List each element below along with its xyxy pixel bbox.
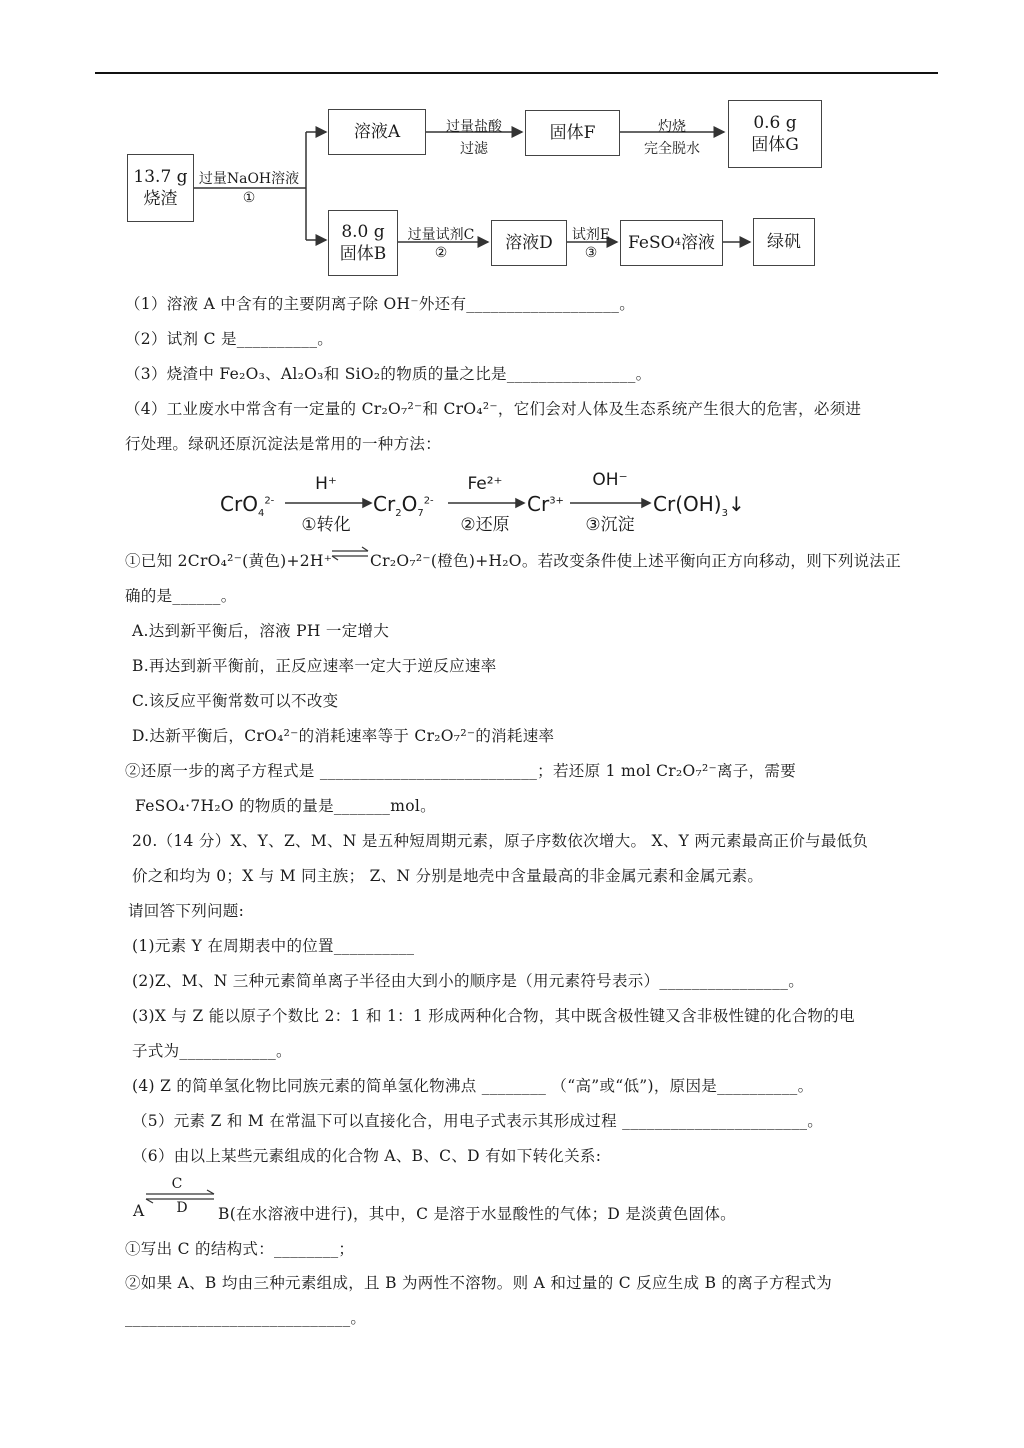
q20-line2: 价之和均为 0；X 与 M 同主族； Z、N 分别是地壳中含量最高的非金属元素和金属元素。 [132,867,764,885]
box-solution-a: 溶液A [328,109,426,155]
scheme-arrow1-bot: ①转化 [301,515,351,535]
sub1-line1-left: ①已知 2CrO₄²⁻(黄色)+2H⁺ [125,552,333,570]
conv-tail: B(在水溶液中进行)，其中，C 是溶于水显酸性的气体；D 是淡黄色固体。 [218,1205,736,1223]
cr3-text: Cr [527,492,550,516]
q20-part3-line1: (3)X 与 Z 能以原子个数比 2：1 和 1：1 形成两种化合物，其中既含极性键又含非极性键的化合物的电 [132,1007,855,1025]
reagent-c-top-label: 过量试剂C [407,227,475,243]
sub2-line2: FeSO₄·7H₂O 的物质的量是_______mol。 [135,797,436,815]
scheme-arrow1-top: H⁺ [315,474,337,494]
q20-line1: 20.（14 分）X、Y、Z、M、N 是五种短周期元素，原子序数依次增大。 X、Y 两元素最高正价与最低负 [132,832,869,850]
q19-part1: （1）溶液 A 中含有的主要阴离子除 OH⁻外还有___________________。 [125,295,635,313]
feso4-b: 溶液 [680,233,715,253]
sub1-line2: 确的是______。 [125,587,237,605]
conv-d-label: D [176,1200,188,1216]
burn-bot-label: 完全脱水 [644,141,700,157]
conv-a-label: A [133,1202,145,1220]
b-name: 固体B [339,244,387,264]
box-solution-d: 溶液D [491,220,567,266]
feso4-a: FeSO [628,233,675,253]
reagent-e-num-label: ③ [584,245,598,261]
q19-part4-line2: 行处理。绿矾还原沉淀法是常用的一种方法： [125,435,442,453]
croh3-text: Cr(OH) [653,492,722,516]
cro4-sub: 4 [257,508,265,519]
hcl-bot-label: 过滤 [460,141,488,157]
cro4-sup: 2- [264,495,275,507]
q20-part3-line2: 子式为____________。 [132,1042,292,1060]
option-a: A.达到新平衡后，溶液 PH 一定增大 [132,622,390,640]
hcl-top-label: 过量盐酸 [446,119,502,135]
cr2o7-cr: Cr [373,492,396,516]
croh3-sub: 3 [721,508,728,519]
start-name: 烧渣 [143,189,178,209]
q20-sub2-line2: ____________________________。 [125,1309,367,1327]
cro4-text: CrO [220,492,258,516]
cr2o7-sub2: 7 [417,508,424,519]
cr2o7-sup: 2- [423,495,434,507]
q20-line3: 请回答下列问题: [128,902,245,920]
cr3-sup: 3+ [549,495,564,507]
precipitate-arrow: ↓ [727,492,745,516]
option-d: D.达新平衡后，CrO₄²⁻的消耗速率等于 Cr₂O₇²⁻的消耗速率 [132,727,555,745]
option-c: C.该反应平衡常数可以不改变 [132,692,339,710]
q20-part4: (4) Z 的简单氢化物比同族元素的简单氢化物沸点 ________ （“高”或“低”)，原因是__________。 [132,1077,814,1095]
q20-part1: (1)元素 Y 在周期表中的位置__________ [132,937,415,955]
reagent-c-num-label: ② [434,245,448,261]
conv-c-label: C [171,1176,183,1192]
scheme-arrow2-top: Fe²⁺ [467,474,503,494]
q19-part2: （2）试剂 C 是__________。 [125,330,334,348]
step1-top-label: 过量NaOH溶液 [198,171,300,187]
scheme-arrow2-bot: ②还原 [460,515,510,535]
g-name: 固体G [751,135,799,155]
cr2o7-o: O [401,492,418,516]
q20-part5: （5）元素 Z 和 M 在常温下可以直接化合，用电子式表示其形成过程 _______________________。 [132,1112,824,1130]
sub1-line1-right: Cr₂O₇²⁻(橙色)+H₂O。若改变条件使上述平衡向正方向移动，则下列说法正 [370,552,902,570]
sub2-line1: ②还原一步的离子方程式是 ___________________________；若还原 1 mol Cr₂O₇²⁻离子，需要 [125,762,797,780]
burn-top-label: 灼烧 [658,119,686,135]
q20-sub1: ①写出 C 的结构式：________； [125,1240,355,1258]
g-mass: 0.6 g [753,113,797,133]
option-b: B.再达到新平衡前，正反应速率一定大于逆反应速率 [132,657,497,675]
q20-part2: (2)Z、M、N 三种元素简单离子半径由大到小的顺序是（用元素符号表示）________________。 [132,972,804,990]
start-mass: 13.7 g [133,167,188,187]
scheme-arrow3-top: OH⁻ [592,470,628,490]
box-lvfan: 绿矾 [753,218,815,266]
feso4-sub: 4 [674,237,681,248]
scheme-arrow3-bot: ③沉淀 [585,515,635,535]
step1-num-label: ① [242,190,256,206]
q20-part6: （6）由以上某些元素组成的化合物 A、B、C、D 有如下转化关系: [132,1147,602,1165]
box-solid-f: 固体F [525,110,620,156]
reagent-e-top-label: 试剂E [571,227,611,243]
q19-part4-line1: （4）工业废水中常含有一定量的 Cr₂O₇²⁻和 CrO₄²⁻，它们会对人体及生态系统产生很大的危害，必须进 [125,400,862,418]
q19-part3: （3）烧渣中 Fe₂O₃、Al₂O₃和 SiO₂的物质的量之比是________________。 [125,365,652,383]
cr2o7-sub1: 2 [395,508,402,519]
q20-sub2-line1: ②如果 A、B 均由三种元素组成，且 B 为两性不溶物。则 A 和过量的 C 反应生成 B 的离子方程式为 [125,1274,833,1292]
b-mass: 8.0 g [341,222,385,242]
